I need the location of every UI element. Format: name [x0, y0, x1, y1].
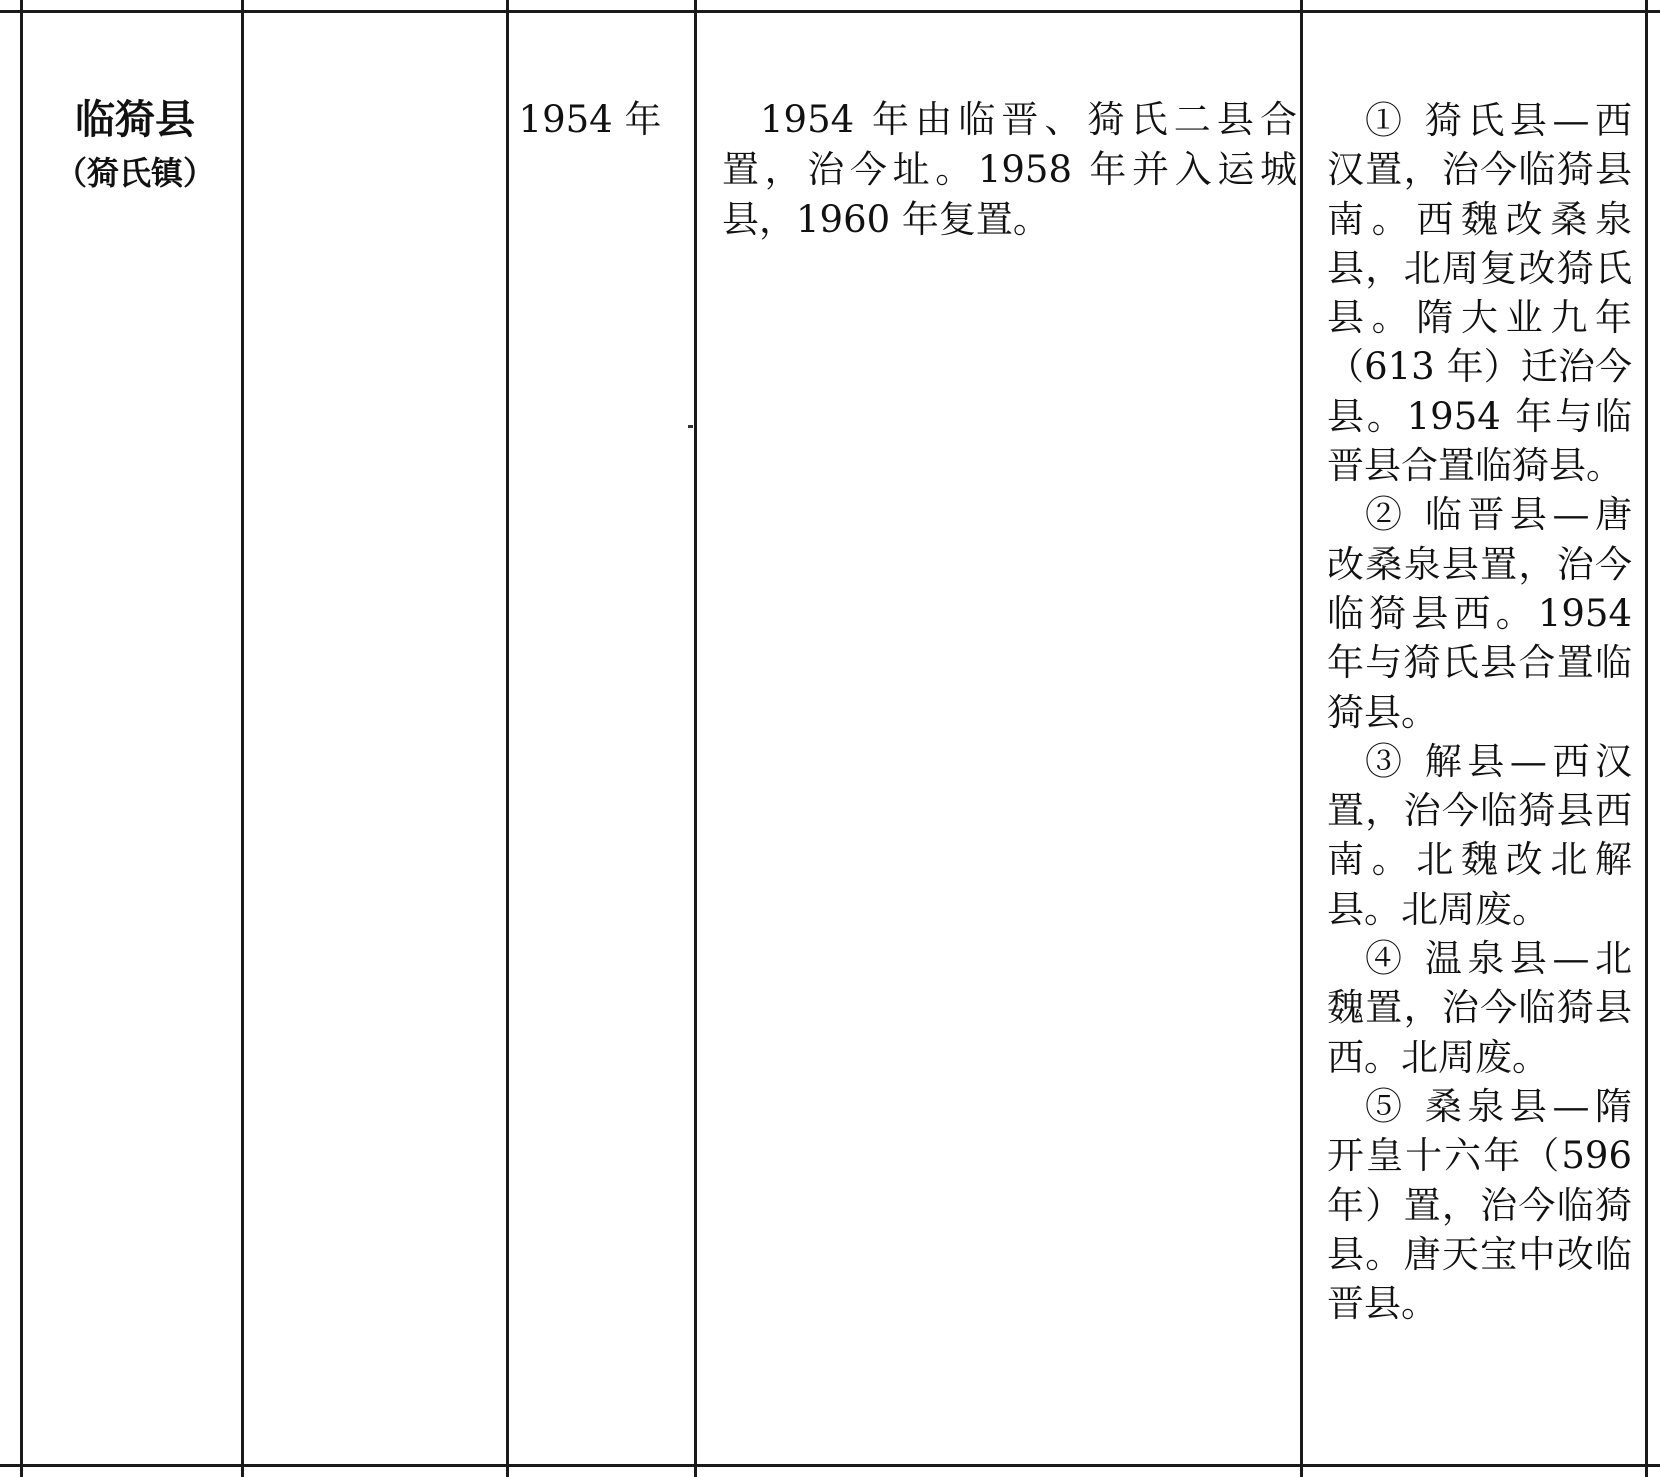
note-item: ⑤ 桑泉县—隋开皇十六年（596 年）置，治今临猗县。唐天宝中改临晋县。 [1327, 1084, 1632, 1326]
note-item: ③ 解县—西汉置，治今临猗县西南。北魏改北解县。北周废。 [1327, 739, 1632, 931]
column-divider-3 [694, 0, 697, 1477]
county-name: 临猗县 [75, 97, 195, 143]
founding-year: 1954 年 [518, 98, 662, 141]
note-item: ② 临晋县—唐改桑泉县置，治今临猗县西。1954 年与猗氏县合置临猗县。 [1327, 493, 1632, 734]
description-cell: 1954 年由临晋、猗氏二县合置，治今址。1958 年并入运城县，1960 年复置。 [722, 98, 1297, 241]
note-item: ④ 温泉县—北魏置，治今临猗县西。北周废。 [1327, 937, 1632, 1079]
column-divider-1 [241, 0, 244, 1477]
founding-year-cell [500, 95, 680, 145]
table-top-border [0, 10, 1660, 13]
column-divider-right-edge [1645, 0, 1648, 1477]
column-divider-2 [506, 0, 509, 1477]
note-item: ① 猗氏县—西汉置，治今临猗县南。西魏改桑泉县，北周复改猗氏县。隋大业九年（613 年）迁治今县。1954 年与临晋县合置临猗县。 [1327, 99, 1632, 488]
county-seat: （猗氏镇） [54, 154, 215, 192]
column-divider-left-edge [20, 0, 23, 1477]
notes-cell [1327, 96, 1632, 1328]
scan-speck [688, 425, 693, 428]
column-divider-4 [1300, 0, 1303, 1477]
county-name-cell [30, 92, 240, 198]
table-bottom-border [0, 1464, 1660, 1467]
